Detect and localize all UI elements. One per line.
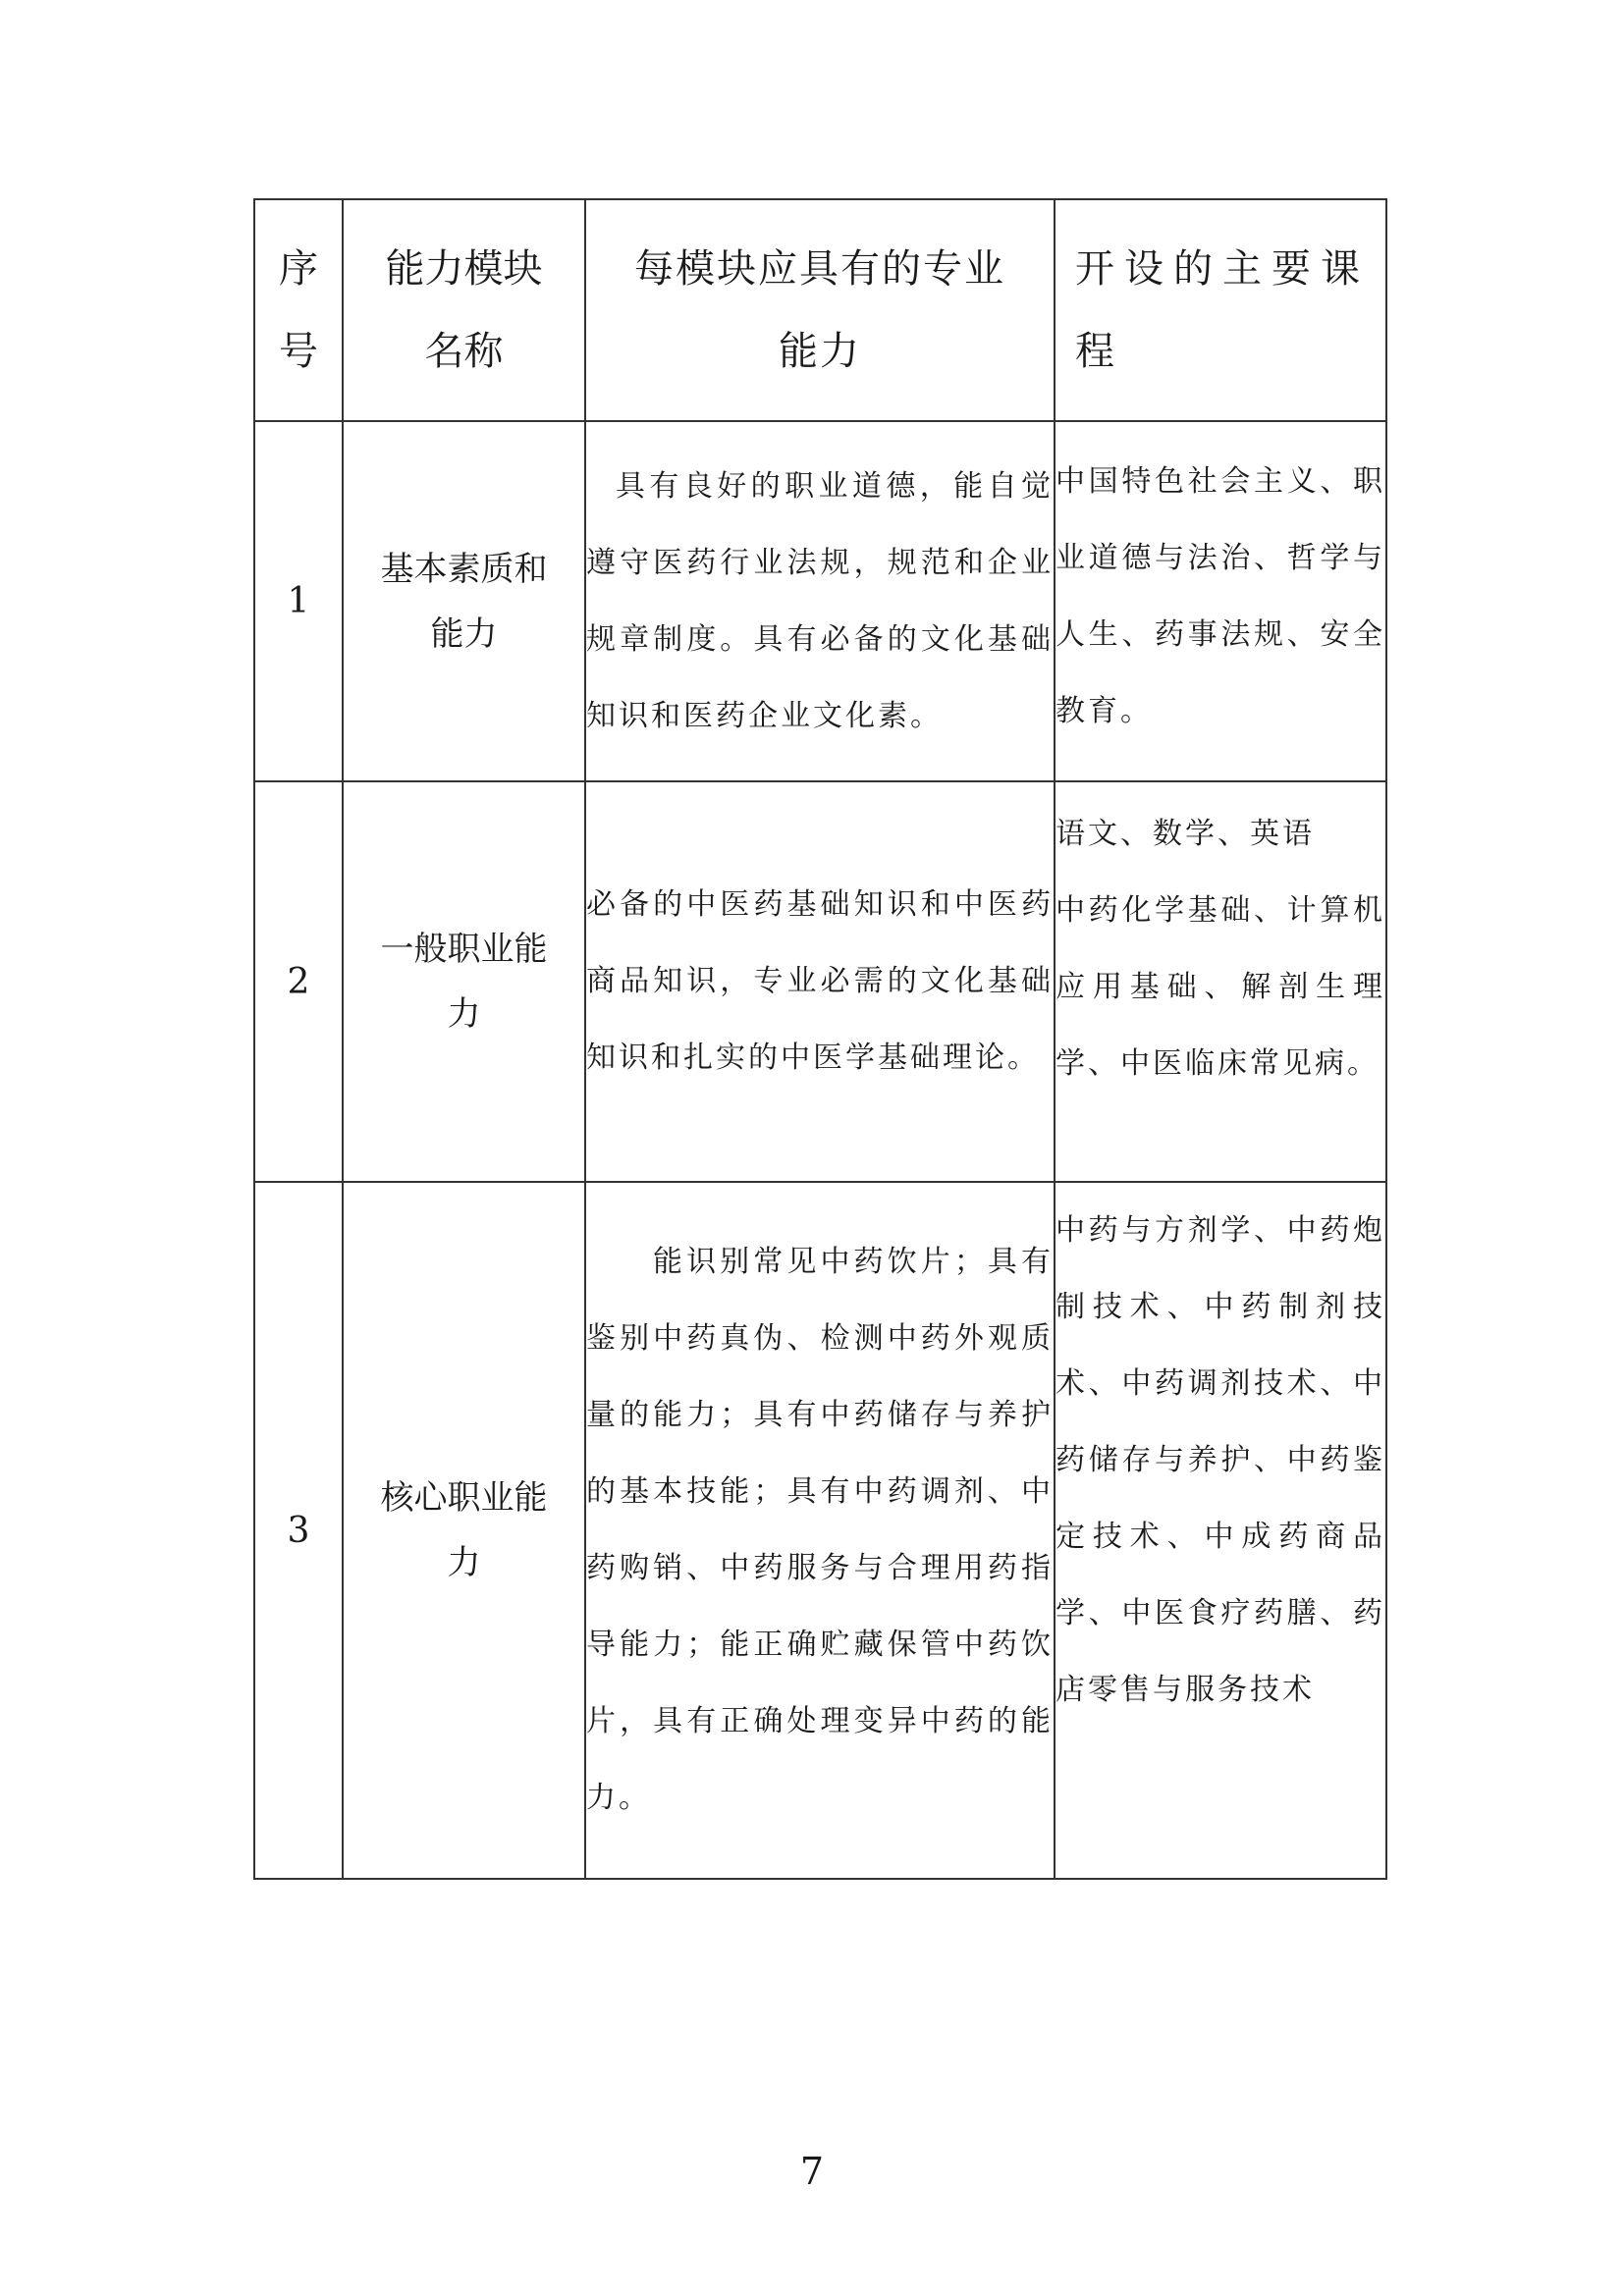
table-header-row [254, 199, 1386, 421]
module-name-line-1: 一般职业能 [380, 930, 548, 969]
header-courses [1055, 199, 1386, 421]
row-module-name [343, 1182, 585, 1879]
row-seq: 2 [254, 781, 343, 1182]
row-abilities: 必备的中医药基础知识和中医药商品知识，专业必需的文化基础知识和扎实的中医学基础理论。 [585, 781, 1055, 1182]
row-abilities: 具有良好的职业道德，能自觉遵守医药行业法规，规范和企业规章制度。具有必备的文化基础知识和医药企业文化素。 [585, 421, 1055, 781]
row-module-name [343, 421, 585, 781]
row-courses: 中药与方剂学、中药炮制技术、中药制剂技术、中药调剂技术、中药储存与养护、中药鉴定技术、中成药商品学、中医食疗药膳、药店零售与服务技术 [1055, 1182, 1386, 1879]
header-module-name-line-2: 名称 [424, 329, 504, 374]
header-abilities-line-2: 能力 [779, 329, 861, 374]
row-seq: 3 [254, 1182, 343, 1879]
table-row [254, 781, 1386, 1182]
module-name-line-2: 力 [447, 994, 481, 1034]
page-number: 7 [799, 2150, 825, 2193]
row-seq: 1 [254, 421, 343, 781]
ability-module-table [253, 198, 1387, 1880]
table-row [254, 1182, 1386, 1879]
header-module-name-line-1: 能力模块 [385, 246, 543, 292]
header-courses-line-2: 程 [1075, 329, 1124, 374]
row-courses: 中国特色社会主义、职业道德与法治、哲学与人生、药事法规、安全教育。 [1055, 421, 1386, 781]
row-module-name [343, 781, 585, 1182]
header-seq [254, 199, 343, 421]
header-courses-line-1: 开设的主要课 [1075, 246, 1370, 292]
header-seq-line-2: 号 [279, 329, 318, 374]
header-abilities-line-1: 每模块应具有的专业 [634, 246, 1005, 292]
row-abilities: 能识别常见中药饮片；具有鉴别中药真伪、检测中药外观质量的能力；具有中药储存与养护的基本技能；具有中药调剂、中药购销、中药服务与合理用药指导能力；能正确贮藏保管中药饮片，具有正确处理变异中药的能力。 [585, 1182, 1055, 1879]
module-name-line-2: 能力 [430, 614, 498, 654]
course-line-2: 中药化学基础、计算机应用基础、解剖生理学、中医临床常见病。 [1056, 893, 1385, 1081]
header-seq-line-1: 序 [279, 246, 318, 292]
module-name-line-2: 力 [447, 1543, 481, 1582]
header-abilities [585, 199, 1055, 421]
table-row [254, 421, 1386, 781]
module-name-line-1: 基本素质和 [380, 549, 548, 589]
row-courses [1055, 781, 1386, 1182]
header-module-name [343, 199, 585, 421]
course-line-1: 语文、数学、英语 [1056, 817, 1315, 851]
module-name-line-1: 核心职业能 [380, 1478, 548, 1518]
